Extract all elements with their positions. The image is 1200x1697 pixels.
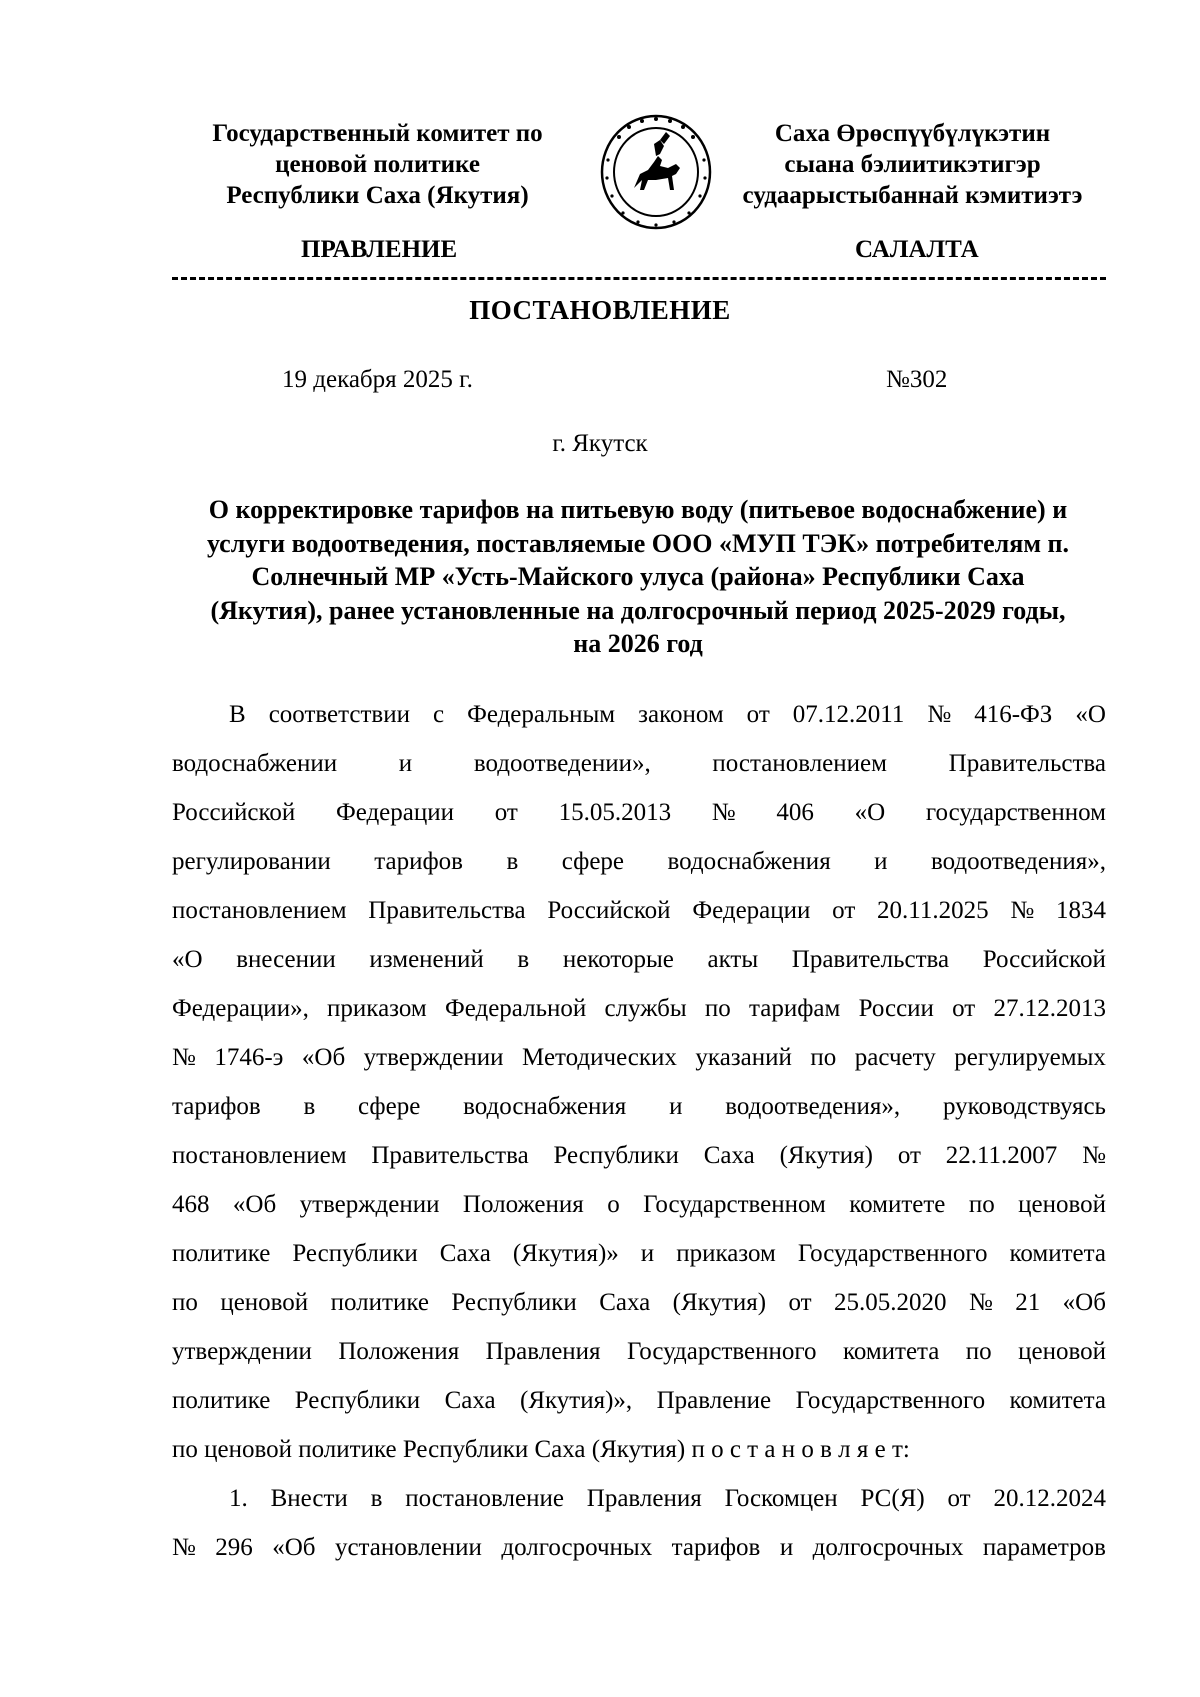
board-subtitle-russian: ПРАВЛЕНИЕ bbox=[301, 236, 458, 263]
body-word: сфере bbox=[358, 1093, 421, 1120]
body-word: политике bbox=[330, 1289, 429, 1316]
body-word: от bbox=[832, 897, 856, 924]
body-word: 15.05.2013 bbox=[558, 799, 672, 826]
body-word: 20.12.2024 bbox=[993, 1485, 1106, 1512]
board-subtitle-yakut: САЛАЛТА bbox=[855, 236, 979, 263]
body-word: законом bbox=[638, 701, 724, 728]
body-word: и bbox=[398, 750, 413, 777]
title-line: услуги водоотведения, поставляемые ООО «МУП ТЭК» потребителям п. bbox=[206, 528, 1070, 558]
body-word: (Якутия)», bbox=[520, 1387, 633, 1414]
body-line bbox=[172, 1327, 1106, 1376]
body-line bbox=[172, 788, 1106, 837]
body-word: комитете bbox=[849, 1191, 946, 1218]
body-word: и bbox=[779, 1534, 794, 1561]
body-word: водоотведении», bbox=[473, 750, 651, 777]
body-word: от bbox=[952, 995, 976, 1022]
body-word: 416-ФЗ bbox=[974, 701, 1053, 728]
yakutia-emblem-icon bbox=[596, 110, 716, 232]
body-word: по bbox=[965, 1338, 992, 1365]
body-word: тарифов bbox=[671, 1534, 761, 1561]
body-word: 468 bbox=[172, 1191, 210, 1218]
body-word: Положения bbox=[462, 1191, 584, 1218]
body-line bbox=[172, 886, 1106, 935]
body-word: № bbox=[172, 1534, 196, 1561]
body-word: водоснабжения bbox=[667, 848, 831, 875]
body-word: 1834 bbox=[1055, 897, 1106, 924]
body-word: постановлением bbox=[172, 897, 347, 924]
body-word: политике bbox=[172, 1387, 271, 1414]
body-word: 1. bbox=[229, 1485, 248, 1512]
body-word: 406 bbox=[776, 799, 814, 826]
body-word: государственном bbox=[925, 799, 1106, 826]
body-word: 22.11.2007 bbox=[945, 1142, 1058, 1169]
body-word: по bbox=[810, 1044, 837, 1071]
body-word: акты bbox=[707, 946, 759, 973]
body-word: Правительства bbox=[791, 946, 950, 973]
document-title bbox=[170, 493, 1106, 661]
body-line: по ценовой политике Республики Саха (Якутия) п о с т а н о в л я е т: bbox=[172, 1436, 910, 1463]
body-line bbox=[172, 690, 1106, 739]
body-word: тарифов bbox=[172, 1093, 261, 1120]
body-line bbox=[172, 1082, 1106, 1131]
body-word: от bbox=[947, 1485, 971, 1512]
body-word: № bbox=[1082, 1142, 1106, 1169]
issuer-name-yakut bbox=[720, 118, 1105, 211]
issuer-name-line: Республики Саха (Якутия) bbox=[226, 182, 529, 209]
body-word: Правительства bbox=[368, 897, 526, 924]
body-word: (Якутия) bbox=[779, 1142, 873, 1169]
body-word: ценовой bbox=[1018, 1338, 1106, 1365]
body-word: приказом bbox=[676, 1240, 776, 1267]
body-word: Республики bbox=[292, 1240, 418, 1267]
body-word: Российской bbox=[172, 799, 296, 826]
body-word: Республики bbox=[451, 1289, 577, 1316]
body-word: некоторые bbox=[562, 946, 674, 973]
body-word: утверждении bbox=[172, 1338, 312, 1365]
title-line: на 2026 год bbox=[573, 629, 703, 658]
body-line bbox=[172, 1376, 1106, 1425]
body-word: долгосрочных bbox=[812, 1534, 964, 1561]
body-line bbox=[172, 1033, 1106, 1082]
title-line: Солнечный МР «Усть-Майского улуса (района» Республики Саха bbox=[251, 562, 1025, 591]
body-word: утверждении bbox=[299, 1191, 440, 1218]
body-word: изменений bbox=[369, 946, 484, 973]
body-word: Федеральной bbox=[444, 995, 587, 1022]
issuer-name-line: сыана бэлиитикэтигэр bbox=[784, 151, 1041, 178]
body-line bbox=[172, 739, 1106, 788]
body-word: водоснабжении bbox=[172, 750, 338, 777]
body-word: приказом bbox=[327, 995, 427, 1022]
body-word: Правления bbox=[485, 1338, 601, 1365]
body-word: тарифам bbox=[749, 995, 841, 1022]
body-word: «Об bbox=[232, 1191, 277, 1218]
body-word: Методических bbox=[522, 1044, 677, 1071]
body-word: в bbox=[370, 1485, 383, 1512]
body-word: внесении bbox=[236, 946, 336, 973]
body-word: Государственного bbox=[797, 1240, 988, 1267]
body-word: Федерации», bbox=[172, 995, 309, 1022]
body-line bbox=[172, 935, 1106, 984]
body-word: (Якутия) bbox=[672, 1289, 767, 1316]
body-word: Внести bbox=[270, 1485, 348, 1512]
body-word: Правительства bbox=[948, 750, 1106, 777]
body-word: по bbox=[968, 1191, 995, 1218]
body-word: (Якутия)» bbox=[512, 1240, 619, 1267]
body-line bbox=[172, 1278, 1106, 1327]
body-word: 1746-э bbox=[214, 1044, 284, 1071]
body-line bbox=[172, 1180, 1106, 1229]
body-word: 21 bbox=[1015, 1289, 1041, 1316]
body-word: ценовой bbox=[220, 1289, 309, 1316]
body-word: Правительства bbox=[371, 1142, 529, 1169]
body-word: ценовой bbox=[1018, 1191, 1106, 1218]
document-type: ПОСТАНОВЛЕНИЕ bbox=[469, 295, 731, 325]
body-word: «О bbox=[854, 799, 886, 826]
body-word: «Об bbox=[272, 1534, 316, 1561]
body-word: от bbox=[494, 799, 518, 826]
body-word: указаний bbox=[695, 1044, 792, 1071]
body-word: Республики bbox=[553, 1142, 679, 1169]
body-word: № bbox=[968, 1289, 993, 1316]
header-divider bbox=[172, 277, 1106, 280]
body-word: с bbox=[432, 701, 445, 728]
body-line bbox=[172, 1229, 1106, 1278]
body-word: Госкомцен bbox=[724, 1485, 838, 1512]
body-word: № bbox=[927, 701, 952, 728]
body-word: в bbox=[517, 946, 530, 973]
body-word: водоотведения», bbox=[725, 1093, 901, 1120]
body-word: регулируемых bbox=[954, 1044, 1106, 1071]
body-word: от bbox=[746, 701, 770, 728]
body-word: Саха bbox=[439, 1240, 491, 1267]
body-word: соответствии bbox=[268, 701, 410, 728]
body-line bbox=[172, 984, 1106, 1033]
body-word: Федеральным bbox=[467, 701, 616, 728]
body-line bbox=[172, 837, 1106, 886]
document-date: 19 декабря 2025 г. bbox=[282, 366, 473, 393]
body-word: постановлением bbox=[712, 750, 887, 777]
body-word: по bbox=[172, 1289, 198, 1316]
body-word: «Об bbox=[1062, 1289, 1106, 1316]
document-body bbox=[172, 690, 1106, 1572]
body-word: Саха bbox=[444, 1387, 496, 1414]
body-word: водоотведения», bbox=[931, 848, 1106, 875]
issuer-name-line: ценовой политике bbox=[275, 151, 480, 178]
body-word: № bbox=[172, 1044, 196, 1071]
body-word: «Об bbox=[301, 1044, 346, 1071]
body-word: 27.12.2013 bbox=[993, 995, 1106, 1022]
body-word: 296 bbox=[215, 1534, 253, 1561]
body-word: 20.11.2025 bbox=[877, 897, 989, 924]
body-word: Российской bbox=[982, 946, 1106, 973]
body-word: 07.12.2011 bbox=[792, 701, 905, 728]
body-word: руководствуясь bbox=[942, 1093, 1106, 1120]
body-word: тарифов bbox=[374, 848, 463, 875]
body-word: о bbox=[607, 1191, 620, 1218]
body-word: РС(Я) bbox=[860, 1485, 925, 1512]
body-word: постановление bbox=[405, 1485, 564, 1512]
body-word: Государственного bbox=[795, 1387, 986, 1414]
body-word: по bbox=[704, 995, 731, 1022]
body-word: от bbox=[788, 1289, 812, 1316]
body-word: установлении bbox=[334, 1534, 482, 1561]
body-word: Саха bbox=[599, 1289, 651, 1316]
body-word: расчету bbox=[854, 1044, 936, 1071]
issuer-name-russian bbox=[170, 118, 585, 211]
body-word: параметров bbox=[982, 1534, 1106, 1561]
body-word: Правления bbox=[586, 1485, 702, 1512]
body-word: № bbox=[711, 799, 736, 826]
body-word: службы bbox=[604, 995, 687, 1022]
body-word: Государственного bbox=[626, 1338, 817, 1365]
body-word: Республики bbox=[294, 1387, 421, 1414]
body-line bbox=[172, 1523, 1106, 1572]
body-word: и bbox=[874, 848, 888, 875]
body-word: Федерации bbox=[335, 799, 455, 826]
body-word: комитета bbox=[1009, 1387, 1106, 1414]
body-word: в bbox=[303, 1093, 316, 1120]
issuer-name-line: Саха Өрөспүүбүлүкэтин bbox=[774, 120, 1051, 147]
body-word: Правление bbox=[656, 1387, 772, 1414]
body-word: и bbox=[640, 1240, 655, 1267]
body-word: сфере bbox=[561, 848, 625, 875]
body-word: водоснабжения bbox=[463, 1093, 627, 1120]
issuer-name-line: судаарыстыбаннай кэмитиэтэ bbox=[742, 182, 1083, 209]
body-word: политике bbox=[172, 1240, 271, 1267]
body-word: комитета bbox=[1009, 1240, 1106, 1267]
body-word: Федерации bbox=[692, 897, 811, 924]
issuer-name-line: Государственный комитет по bbox=[212, 120, 543, 147]
document-number: №302 bbox=[886, 366, 948, 393]
body-word: постановлением bbox=[172, 1142, 347, 1169]
title-line: (Якутия), ранее установленные на долгосрочный период 2025-2029 годы, bbox=[210, 595, 1066, 625]
body-word: и bbox=[669, 1093, 683, 1120]
document-city: г. Якутск bbox=[552, 430, 648, 457]
body-word: в bbox=[506, 848, 519, 875]
body-line bbox=[172, 1474, 1106, 1523]
body-word: долгосрочных bbox=[501, 1534, 653, 1561]
body-word: «О bbox=[172, 946, 203, 973]
body-word: № bbox=[1010, 897, 1035, 924]
body-word: В bbox=[229, 701, 246, 728]
body-word: комитета bbox=[842, 1338, 940, 1365]
body-word: регулировании bbox=[172, 848, 331, 875]
body-word: от bbox=[897, 1142, 921, 1169]
body-word: 25.05.2020 bbox=[834, 1289, 947, 1316]
body-word: Российской bbox=[547, 897, 671, 924]
body-line bbox=[172, 1131, 1106, 1180]
body-word: утверждении bbox=[363, 1044, 504, 1071]
body-word: Саха bbox=[703, 1142, 755, 1169]
body-word: России bbox=[858, 995, 934, 1022]
title-line: О корректировке тарифов на питьевую воду (питьевое водоснабжение) и bbox=[208, 495, 1068, 524]
body-word: Государственном bbox=[643, 1191, 826, 1218]
body-word: «О bbox=[1075, 701, 1106, 728]
body-word: Положения bbox=[338, 1338, 460, 1365]
